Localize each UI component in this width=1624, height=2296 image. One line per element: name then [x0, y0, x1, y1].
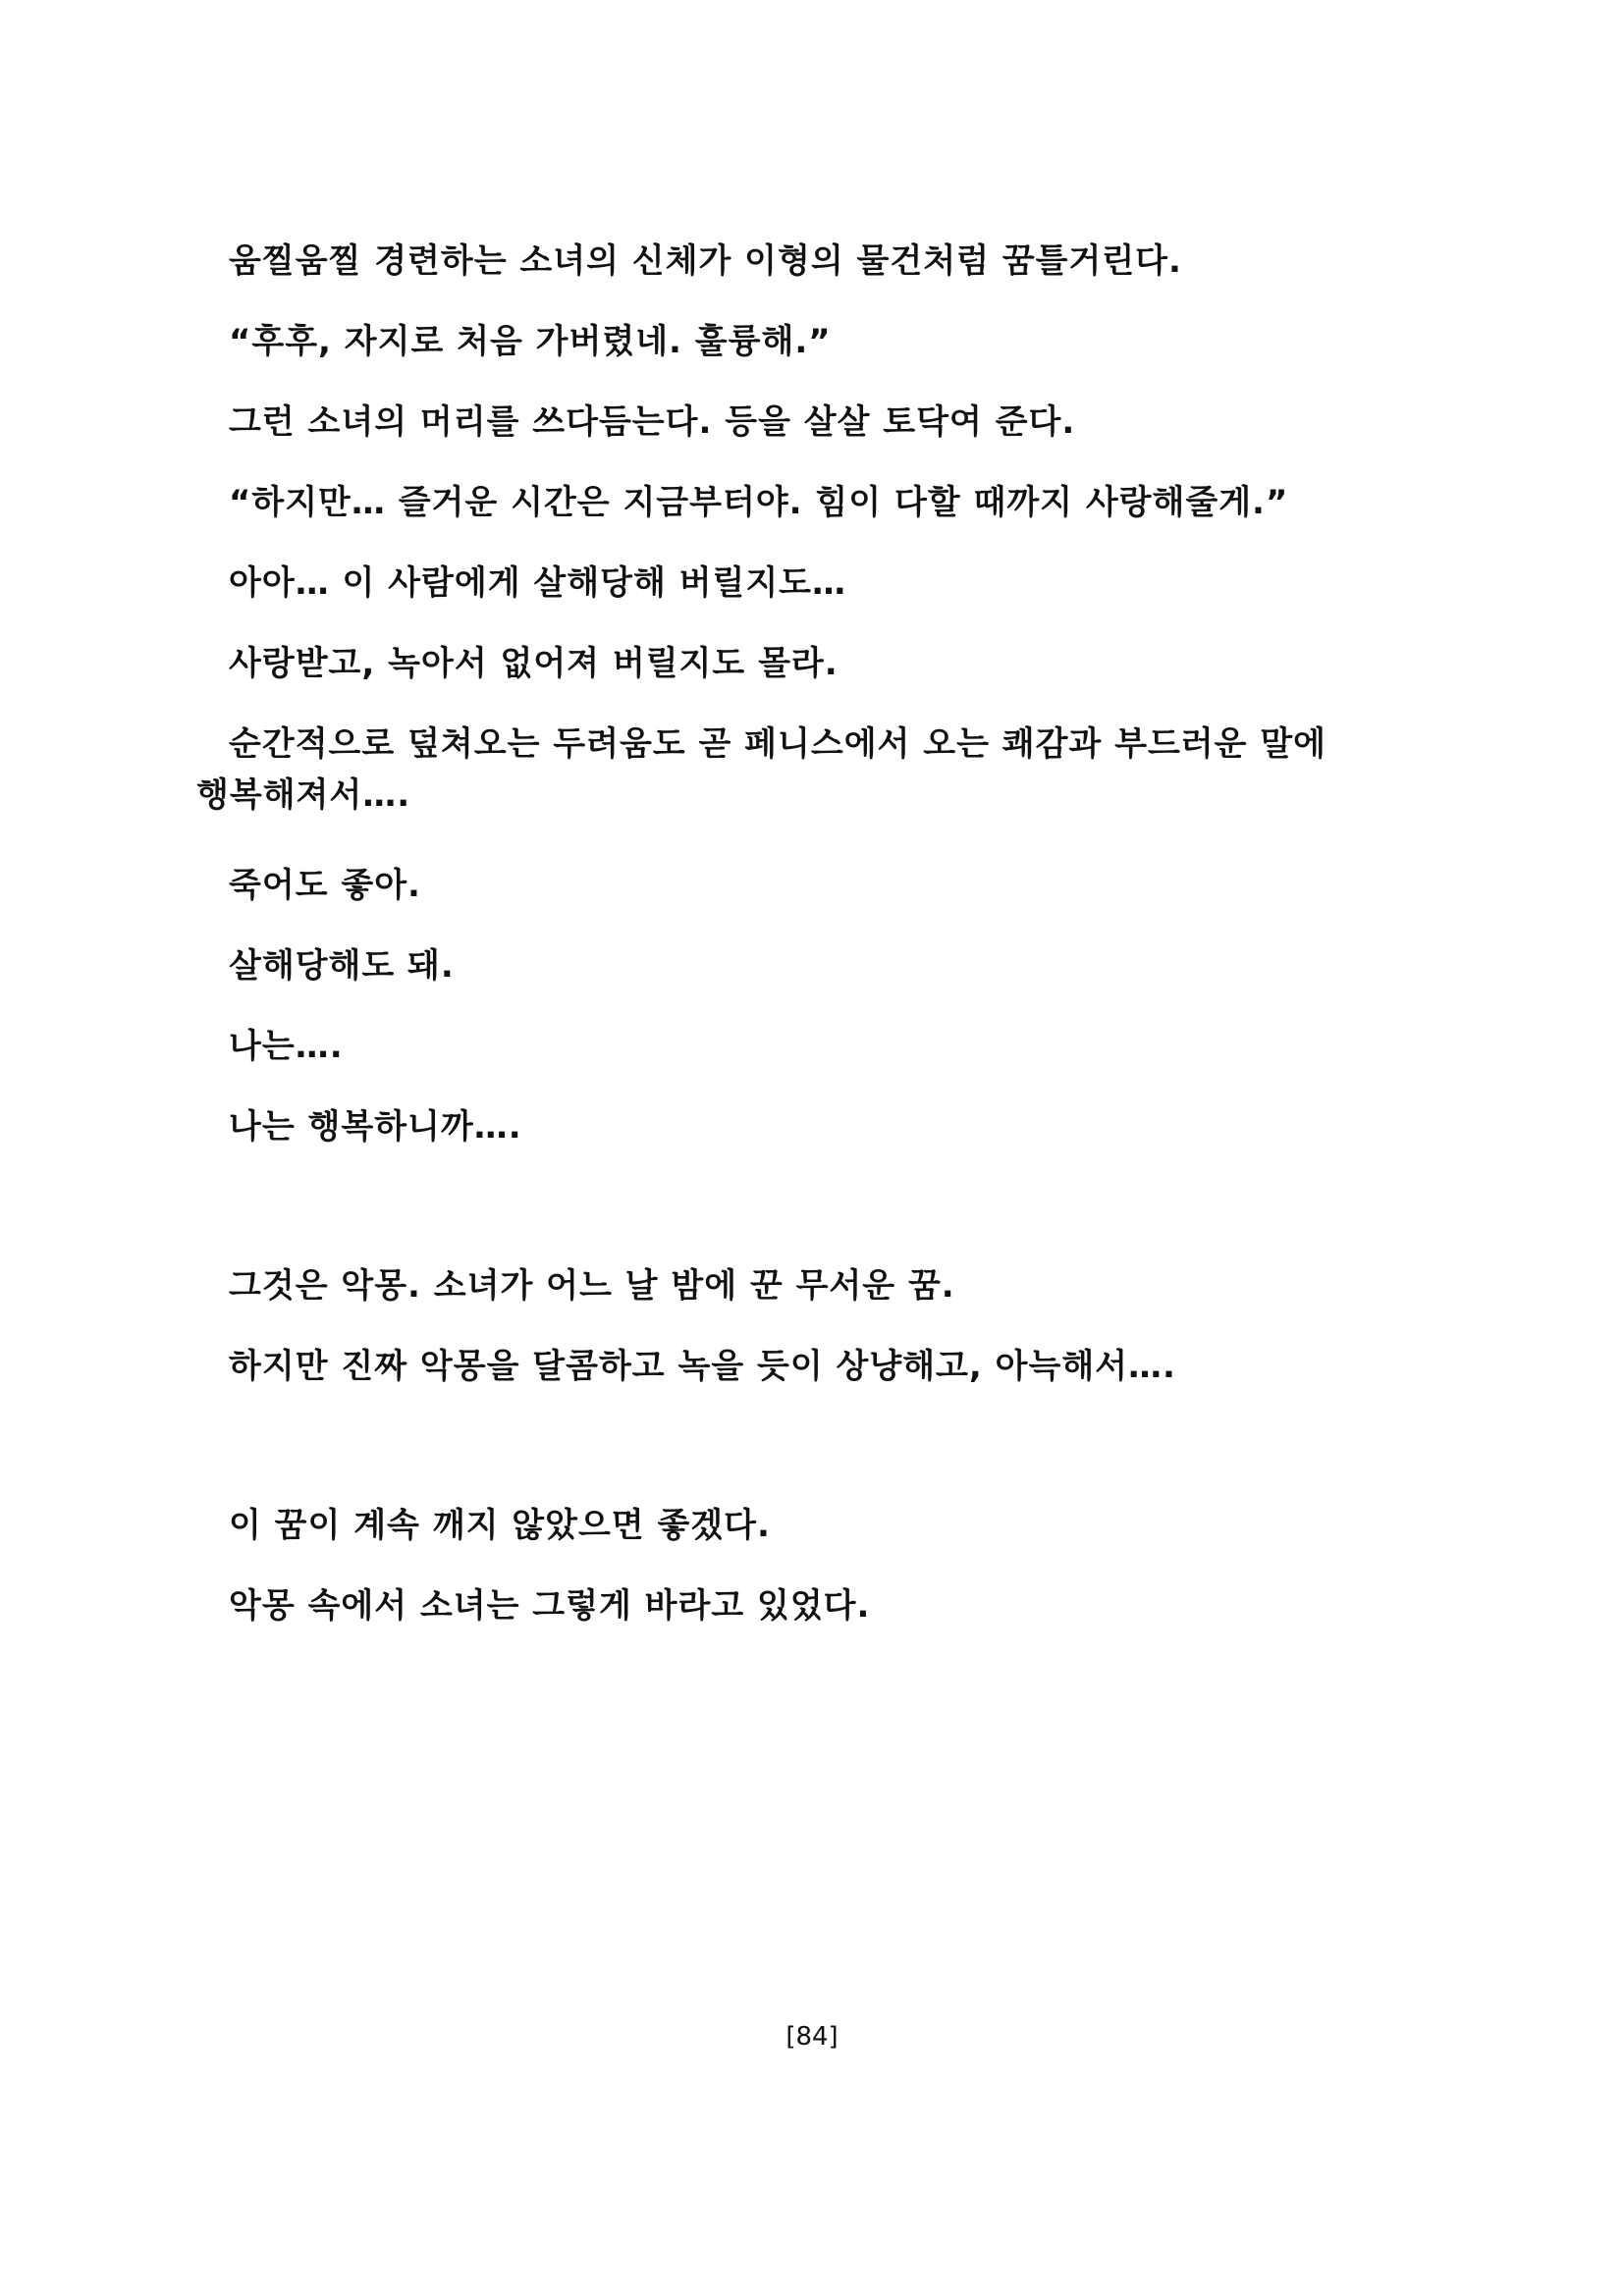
paragraph-8: 죽어도 좋아.	[229, 866, 421, 905]
paragraph-10: 나는….	[229, 1027, 344, 1066]
paragraph-7: 순간적으로 덮쳐오는 두려움도 곧 페니스에서 오는 쾌감과 부드러운 말에 행복해져서….	[196, 724, 1339, 815]
paragraph-6: 사랑받고, 녹아서 없어져 버릴지도 몰라.	[229, 644, 839, 683]
paragraph-3: 그런 소녀의 머리를 쓰다듬는다. 등을 살살 토닥여 준다.	[229, 402, 1076, 442]
paragraph-12: 그것은 악몽. 소녀가 어느 날 밤에 꾼 무서운 꿈.	[229, 1266, 955, 1306]
paragraph-9: 살해당해도 돼.	[229, 946, 455, 986]
page-number: [84]	[785, 2022, 839, 2052]
paragraph-2: “후후, 자지로 처음 가버렸네. 훌륭해.”	[229, 322, 832, 361]
paragraph-13: 하지만 진짜 악몽을 달콤하고 녹을 듯이 상냥해고, 아늑해서….	[229, 1347, 1176, 1386]
paragraph-4: “하지만… 즐거운 시간은 지금부터야. 힘이 다할 때까지 사랑해줄게.”	[229, 483, 1289, 522]
paragraph-5: 아아… 이 사람에게 살해당해 버릴지도…	[229, 563, 847, 603]
paragraph-11: 나는 행복하니까….	[229, 1107, 522, 1147]
paragraph-15: 악몽 속에서 소녀는 그렇게 바라고 있었다.	[229, 1586, 871, 1626]
paragraph-14: 이 꿈이 계속 깨지 않았으면 좋겠다.	[229, 1506, 771, 1545]
paragraph-1: 움찔움찔 경련하는 소녀의 신체가 이형의 물건처럼 꿈틀거린다.	[229, 241, 1182, 281]
